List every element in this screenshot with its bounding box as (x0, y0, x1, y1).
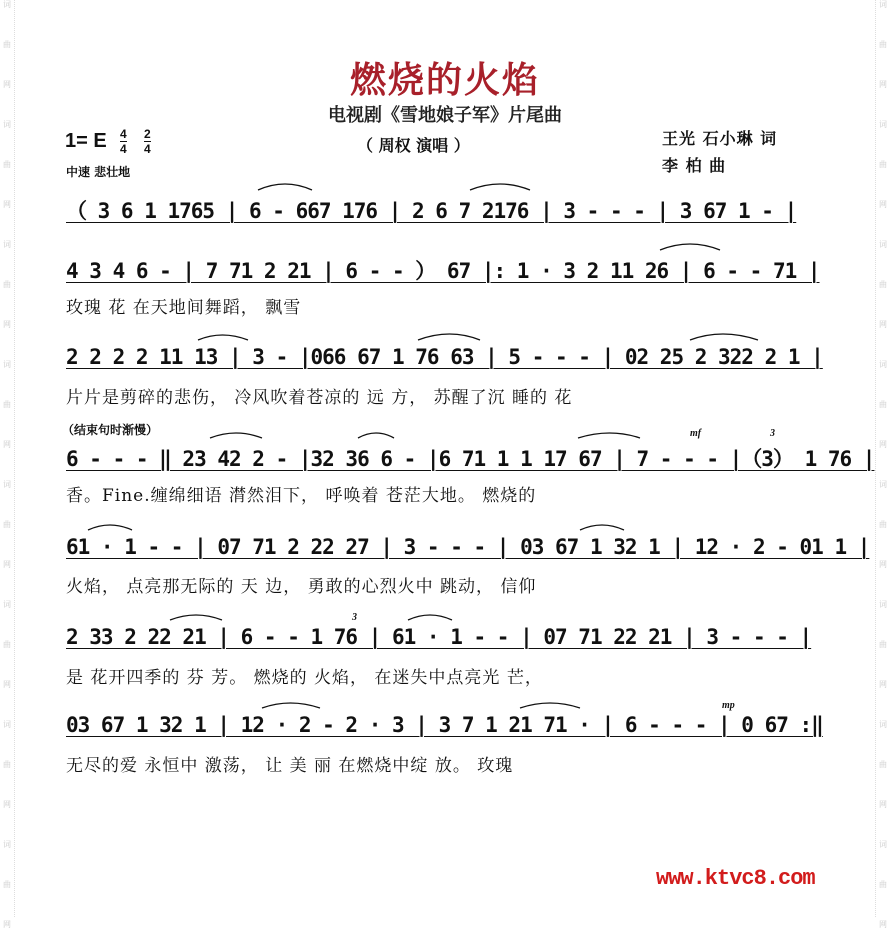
edge-watermark-char: 词 (3, 0, 11, 9)
edge-watermark-char: 词 (879, 840, 887, 849)
edge-watermark-char: 曲 (879, 520, 887, 529)
slur (580, 525, 624, 530)
edge-watermark-char: 词 (3, 720, 11, 729)
slur (358, 433, 394, 438)
site-watermark: www.ktvc8.com (656, 866, 815, 891)
edge-watermark-char: 词 (3, 600, 11, 609)
edge-watermark-char: 词 (3, 240, 11, 249)
edge-watermark-char: 网 (879, 80, 887, 89)
edge-watermark-char: 网 (3, 80, 11, 89)
song-title: 燃烧的火焰 (349, 60, 540, 101)
edge-watermark-char: 网 (3, 320, 11, 329)
lyric-line-2: 片片是剪碎的悲伤， 冷风吹着苍凉的 远 方， 苏醒了沉 睡的 花 (66, 388, 573, 408)
notation-line-1: （ 3 6 1 1765 | 6 - 667 176 | 2 6 7 2176 | 3 - - - | 3 67 1 - | (66, 199, 797, 223)
slur (88, 525, 132, 530)
lyric-line-4: 火焰， 点亮那无际的 天 边， 勇敢的心烈火中 跳动， 信仰 (66, 577, 537, 597)
edge-watermark-char: 词 (3, 360, 11, 369)
notation-line-7: 03 67 1 32 1 | 12 · 2 - 2 · 3 | 3 7 1 21 71 · | 6 - - - | 0 67 :‖ (66, 713, 823, 737)
dynamic-mp: mp (722, 700, 735, 711)
triplet-mark-2: 3 (352, 612, 357, 623)
edge-watermark-char: 曲 (879, 400, 887, 409)
edge-watermark-char: 曲 (879, 160, 887, 169)
slur (578, 433, 640, 438)
edge-watermark-char: 曲 (3, 520, 11, 529)
notation-line-5: 61 · 1 - - | 07 71 2 22 27 | 3 - - - | 03 67 1 32 1 | 12 · 2 - 01 1 | (66, 535, 870, 559)
edge-watermark-char: 网 (3, 920, 11, 929)
ending-instruction: （结束句时渐慢） (62, 423, 159, 437)
notation-line-4: 6 - - - ‖ 23 42 2 - |32 36 6 - |6 71 1 1 17 67 | 7 - - - |（3） 1 76 | (66, 447, 875, 471)
slur (258, 184, 312, 190)
slur (520, 703, 580, 708)
edge-watermark-char: 曲 (3, 280, 11, 289)
time-signature-4-4: 4 4 (120, 127, 127, 156)
edge-watermark-char: 词 (879, 600, 887, 609)
edge-watermark-char: 词 (879, 0, 887, 9)
edge-watermark-char: 曲 (3, 40, 11, 49)
edge-watermark-char: 网 (879, 680, 887, 689)
edge-watermark-char: 网 (879, 800, 887, 809)
edge-watermark-char: 网 (879, 440, 887, 449)
time-signature-2-4: 2 4 (144, 127, 151, 156)
edge-watermark-char: 词 (879, 120, 887, 129)
triplet-mark: 3 (770, 428, 775, 439)
edge-watermark-char: 曲 (3, 760, 11, 769)
edge-watermark-char: 网 (3, 680, 11, 689)
edge-watermark-char: 曲 (3, 880, 11, 889)
edge-watermark-char: 曲 (879, 760, 887, 769)
slur (470, 184, 530, 190)
edge-watermark-char: 曲 (879, 40, 887, 49)
slur (170, 615, 222, 620)
notation-line-3: 2 2 2 2 11 13 | 3 - |066 67 1 76 63 | 5 - - - | 02 25 2 322 2 1 | (66, 345, 823, 369)
edge-watermark-char: 网 (3, 440, 11, 449)
edge-watermark-char: 词 (879, 360, 887, 369)
edge-watermark-char: 网 (879, 320, 887, 329)
lyric-line-1: 玫瑰 花 在天地间舞蹈， 飘雪 (66, 298, 302, 318)
left-watermark-strip (0, 0, 15, 929)
slur (690, 334, 758, 340)
dynamic-mf: mf (690, 428, 702, 439)
slur (408, 615, 452, 620)
edge-watermark-char: 网 (3, 800, 11, 809)
edge-watermark-char: 词 (3, 840, 11, 849)
edge-watermark-char: 词 (3, 480, 11, 489)
edge-watermark-char: 词 (879, 240, 887, 249)
edge-watermark-char: 网 (3, 200, 11, 209)
edge-watermark-char: 曲 (879, 280, 887, 289)
slur (262, 703, 320, 708)
lyric-line-3: 香。Fine.缠绵细语 潸然泪下， 呼唤着 苍茫大地。 燃烧的 (66, 486, 537, 506)
slur (210, 433, 262, 438)
edge-watermark-char: 曲 (879, 880, 887, 889)
slur (660, 244, 720, 250)
edge-watermark-char: 曲 (3, 640, 11, 649)
edge-watermark-char: 网 (879, 560, 887, 569)
right-watermark-strip (875, 0, 890, 929)
edge-watermark-char: 曲 (3, 160, 11, 169)
lyricist-credit: 王光 石小琳 词 (662, 129, 778, 148)
edge-watermark-char: 词 (879, 720, 887, 729)
slur (198, 335, 248, 340)
key-signature: 1= E (65, 130, 107, 152)
tempo-marking: 中速 悲壮地 (66, 165, 131, 179)
edge-watermark-char: 网 (879, 200, 887, 209)
singer-credit: （ 周权 演唱 ） (357, 136, 470, 155)
song-subtitle: 电视剧《雪地娘子军》片尾曲 (328, 105, 562, 126)
slur (418, 334, 480, 340)
edge-watermark-char: 网 (879, 920, 887, 929)
edge-watermark-char: 网 (3, 560, 11, 569)
edge-watermark-char: 词 (879, 480, 887, 489)
lyric-line-5: 是 花开四季的 芬 芳。 燃烧的 火焰， 在迷失中点亮光 芒， (66, 668, 543, 688)
composer-credit: 李 柏 曲 (662, 156, 727, 175)
notation-line-2: 4 3 4 6 - | 7 71 2 21 | 6 - - ） 67 |: 1 · 3 2 11 26 | 6 - - 71 | (66, 259, 820, 283)
lyric-line-6: 无尽的爱 永恒中 激荡， 让 美 丽 在燃烧中绽 放。 玫瑰 (66, 756, 514, 776)
notation-line-6: 2 33 2 22 21 | 6 - - 1 76 | 61 · 1 - - | 07 71 22 21 | 3 - - - | (66, 625, 812, 649)
edge-watermark-char: 曲 (879, 640, 887, 649)
edge-watermark-char: 曲 (3, 400, 11, 409)
edge-watermark-char: 词 (3, 120, 11, 129)
